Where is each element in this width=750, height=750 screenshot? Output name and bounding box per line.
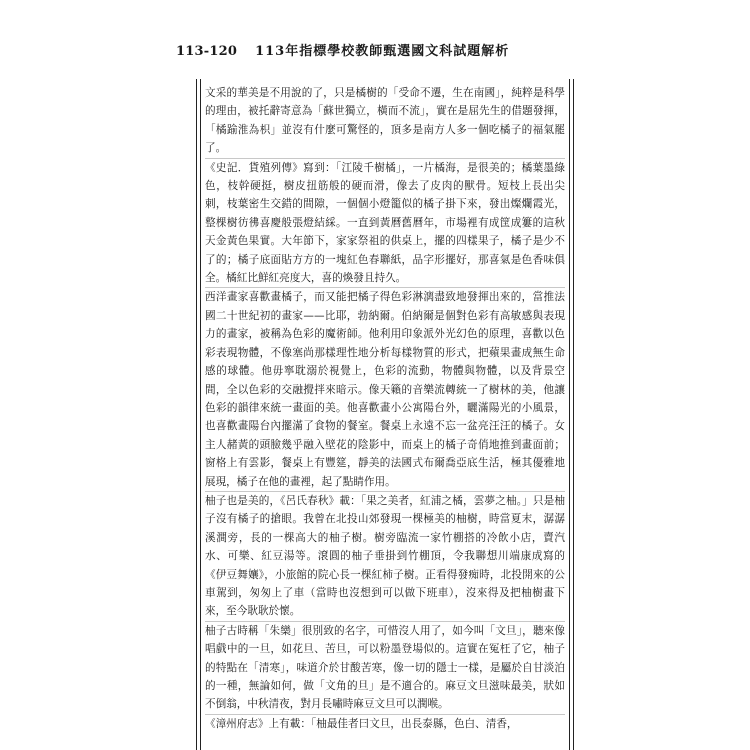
running-header <box>176 40 606 64</box>
book-title: 113年指標學校教師甄選國文科試題解析 <box>255 44 510 59</box>
paragraph-3: 西洋畫家喜歡畫橘子，而又能把橘子得色彩淋漓盡致地發揮出來的，當推法國二十世紀初的畫家——比耶，勃納爾。伯納爾是個對色彩有高敏感與表現力的畫家，被稱為色彩的魔術師。他利用印象派外光幻色的原理，喜歡以色彩表現物體，不像塞尚那樣理性地分析每樣物質的形式，把蘋果畫成無生命感的球體。他毋寧耽溺於視覺上，色彩的流動，物體與物體，以及背景空間，全以色彩的交融攪拌來暗示。像天籟的音樂流轉統一了樹林的美，他讓色彩的韻律來統一畫面的美。他喜歡畫小公寓陽台外，曬滿陽光的小風景，也喜歡畫陽台內擺滿了食物的餐室。餐桌上永遠不忘一盆亮汪汪的橘子。女主人赭黃的頭臉幾乎融入壁花的陰影中，而桌上的橘子奇俏地推到畫面前；窗格上有雲影，餐桌上有豐筵，靜美的法國式布爾喬亞底生活，極其優雅地展現，橘子在他的畫裡，起了點睛作用。 <box>205 288 565 491</box>
paragraph-5: 柚子古時稱「朱欒」很別致的名字，可惜沒人用了，如今叫「文旦」，聽來像唱戲中的一旦，如花旦、苦旦，可以粉墨登場似的。這實在冤枉了它，柚子的特點在「清寒」，味道介於甘酸苦寒，像一切的隱士一樣，是屬於自甘淡泊的一種，無論如何，做「文角的旦」是不適合的。麻豆文旦滋味最美，狀如不倒翁，中秋清夜，對月長嘯時麻豆文旦可以潤喉。 <box>205 622 565 715</box>
passage-text <box>205 84 565 733</box>
paragraph-4: 柚子也是美的，《呂氏春秋》載：「果之美者，紅浦之橘，雲夢之柚。」只是柚子沒有橘子的搶眼。我曾在北投山郊發現一棵極美的柚樹，時當夏末，潺潺溪澗旁，長的一棵高大的柚子樹。樹旁臨流一家竹棚搭的冷飲小店，賣汽水、可樂、紅豆湯等。滾圓的柚子垂掛到竹棚頂，令我聯想川端康成寫的《伊豆舞孃》，小旅館的院心長一棵紅柿子樹。正看得發痴時，北投開來的公車駕到，匆匆上了車（當時也沒想到可以做下班車），沒來得及把柚樹畫下來，至今耿耿於懷。 <box>205 492 565 622</box>
quoted-passage-box <box>196 79 574 750</box>
page-number: 113-120 <box>176 44 238 59</box>
paragraph-2: 《史記．貨殖列傳》寫到：「江陵千樹橘」，一片橘海，是很美的；橘葉墨綠色，枝幹硬挺，樹皮扭筋般的硬而滑，像去了皮肉的獸骨。短枝上長出尖刺，枝葉密生交錯的間隙，一個個小燈籠似的橘子掛下來，發出燦爛霞光，整棵樹彷彿喜慶般張燈結綵。一直到黃曆舊曆年，市場裡有成筐成簍的這秋天金黃色果實。大年節下，家家祭祖的供桌上，擺的四樣果子，橘子是少不了的；橘子底面貼方方的一塊紅色春聯紙，品字形擺好，那喜氣是色香味俱全。橘紅比鮮紅亮度大，喜的煥發且持久。 <box>205 159 565 289</box>
paragraph-6: 《漳州府志》上有載：「柚最佳者曰文旦，出長泰縣，色白、清香， <box>205 717 518 730</box>
paragraph-1: 文采的華美是不用說的了，只是橘樹的「受命不遷，生在南國」，純粹是科學的理由，被托辭寄意為「蘇世獨立，橫而不流」，實在是屈先生的借題發揮，「橘踰淮為枳」並沒有什麼可驚怪的，頂多是南方人多一個吃橘子的福氣罷了。 <box>205 84 565 159</box>
